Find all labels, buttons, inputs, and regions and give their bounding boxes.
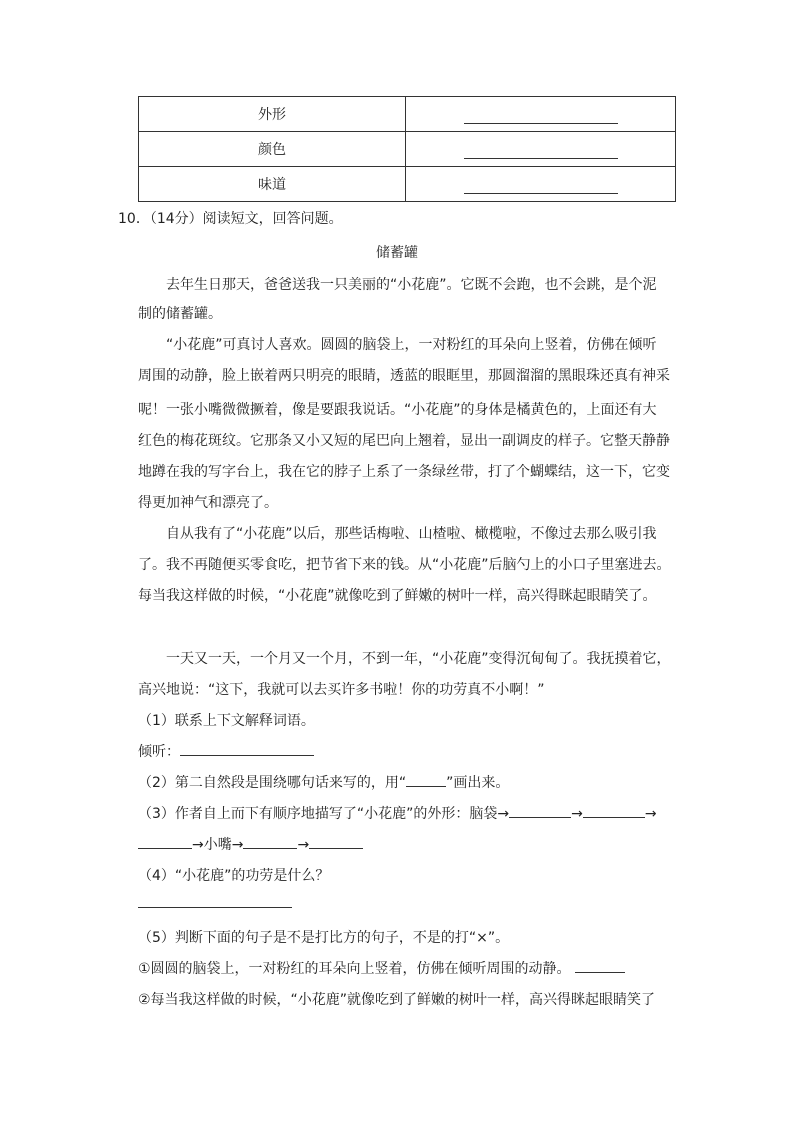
sub-question-5: （5）判断下面的句子是不是打比方的句子，不是的打“×”。 bbox=[138, 930, 510, 946]
passage-line: 呢！一张小嘴微微撅着，像是要跟我说话。“小花鹿”的身体是橘黄色的，上面还有大 bbox=[138, 402, 657, 418]
answer-blank[interactable] bbox=[575, 961, 625, 973]
sentence-text: ①圆圆的脑袋上，一对粉红的耳朵向上竖着，仿佛在倾听周围的动静。 bbox=[138, 961, 571, 977]
arrow-icon: → bbox=[297, 837, 310, 853]
answer-blank[interactable] bbox=[243, 837, 297, 849]
row-label: 外形 bbox=[139, 97, 406, 132]
passage-line: 每当我这样做的时候，“小花鹿”就像吃到了鲜嫩的树叶一样，高兴得眯起眼睛笑了。 bbox=[138, 588, 657, 604]
arrow-icon: → bbox=[571, 806, 583, 822]
sub-question-2 bbox=[138, 772, 509, 792]
answer-blank[interactable] bbox=[583, 806, 645, 818]
table-row bbox=[139, 97, 676, 132]
table-row bbox=[139, 132, 676, 167]
mouth-arrow-text: →小嘴→ bbox=[192, 837, 244, 853]
arrow-icon: → bbox=[644, 806, 657, 822]
passage-line: 制的储蓄罐。 bbox=[138, 306, 222, 322]
answer-blank[interactable] bbox=[138, 896, 292, 908]
sub-question-3-cont bbox=[138, 834, 363, 854]
answer-cell[interactable] bbox=[406, 132, 676, 167]
answer-blank[interactable] bbox=[464, 181, 618, 194]
passage-line: 一天又一天，一个月又一个月，不到一年，“小花鹿”变得沉甸甸了。我抚摸着它， bbox=[166, 651, 671, 667]
row-label: 味道 bbox=[139, 167, 406, 202]
passage-line: 得更加神气和漂亮了。 bbox=[138, 495, 278, 511]
passage-line: 了。我不再随便买零食吃，把节省下来的钱。从“小花鹿”后脑勺上的小口子里塞进去。 bbox=[138, 557, 671, 573]
sub-question-4-answer bbox=[138, 896, 292, 912]
answer-blank[interactable] bbox=[464, 146, 618, 159]
attribute-table bbox=[138, 96, 676, 202]
row-label: 颜色 bbox=[139, 132, 406, 167]
passage-line: 地蹲在我的写字台上，我在它的脖子上系了一条绿丝带，打了个蝴蝶结，这一下，它变 bbox=[138, 464, 670, 480]
judge-sentence-1 bbox=[138, 958, 625, 978]
underline-sample bbox=[406, 775, 446, 787]
answer-cell[interactable] bbox=[406, 97, 676, 132]
q2-text-start: （2）第二自然段是围绕哪句话来写的，用“ bbox=[138, 775, 407, 791]
passage-line: 去年生日那天，爸爸送我一只美丽的“小花鹿”。它既不会跑，也不会跳，是个泥 bbox=[166, 277, 657, 293]
answer-blank[interactable] bbox=[180, 744, 314, 756]
word-label: 倾听： bbox=[138, 744, 180, 760]
passage-line: 红色的梅花斑纹。它那条又小又短的尾巴向上翘着，显出一副调皮的样子。它整天静静 bbox=[138, 433, 670, 449]
answer-blank[interactable] bbox=[138, 837, 192, 849]
sub-question-1-answer bbox=[138, 741, 314, 761]
answer-blank[interactable] bbox=[464, 111, 618, 124]
passage-title: 储蓄罐 bbox=[376, 245, 418, 261]
passage-line: 周围的动静，脸上嵌着两只明亮的眼睛，透蓝的眼眶里，那圆溜溜的黑眼珠还真有神采 bbox=[138, 368, 670, 384]
table-row bbox=[139, 167, 676, 202]
passage-line: 自从我有了“小花鹿”以后，那些话梅啦、山楂啦、橄榄啦，不像过去那么吸引我 bbox=[166, 526, 657, 542]
q3-text: （3）作者自上而下有顺序地描写了“小花鹿”的外形：脑袋→ bbox=[138, 806, 510, 822]
passage-line: “小花鹿”可真讨人喜欢。圆圆的脑袋上，一对粉红的耳朵向上竖着，仿佛在倾听 bbox=[166, 337, 657, 353]
answer-blank[interactable] bbox=[309, 837, 363, 849]
passage-line: 高兴地说：“这下，我就可以去买许多书啦！你的功劳真不小啊！” bbox=[138, 682, 545, 698]
sub-question-4: （4）“小花鹿”的功劳是什么？ bbox=[138, 868, 330, 884]
sub-question-1: （1）联系上下文解释词语。 bbox=[138, 713, 315, 729]
question-heading: 10．（14分）阅读短文，回答问题。 bbox=[118, 211, 343, 227]
judge-sentence-2: ②每当我这样做的时候，“小花鹿”就像吃到了鲜嫩的树叶一样，高兴得眯起眼睛笑了 bbox=[138, 992, 656, 1008]
answer-cell[interactable] bbox=[406, 167, 676, 202]
sub-question-3 bbox=[138, 803, 657, 823]
q2-text-end: ”画出来。 bbox=[446, 775, 510, 791]
answer-blank[interactable] bbox=[509, 806, 571, 818]
